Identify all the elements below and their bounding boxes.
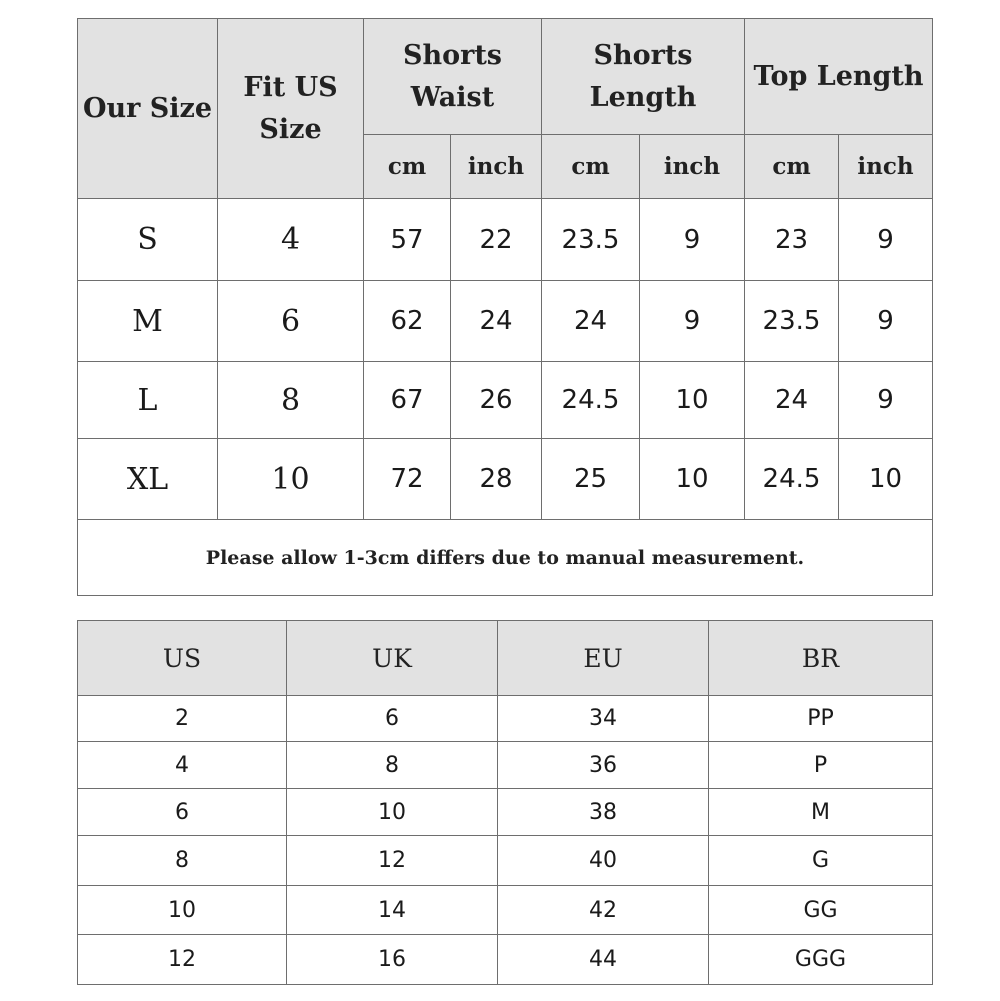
us-cell: 4 xyxy=(78,742,287,789)
br-cell: GGG xyxy=(709,935,933,985)
waist-inch-cell: 26 xyxy=(451,362,542,439)
top-length-cm-cell: 24.5 xyxy=(745,439,839,520)
size-chart-header-row xyxy=(78,19,933,135)
us-size-cell: 10 xyxy=(218,439,364,520)
header-shorts-waist: Shorts Waist xyxy=(364,19,542,135)
waist-cm-cell: 62 xyxy=(364,281,451,362)
br-cell: PP xyxy=(709,696,933,742)
header-eu: EU xyxy=(498,621,709,696)
top-length-inch-cell: 9 xyxy=(839,362,933,439)
header-br: BR xyxy=(709,621,933,696)
table-row xyxy=(78,281,933,362)
shorts-length-cm-cell: 25 xyxy=(542,439,640,520)
our-size-cell: M xyxy=(78,281,218,362)
us-cell: 2 xyxy=(78,696,287,742)
shorts-length-inch-cell: 9 xyxy=(640,199,745,281)
unit-inch: inch xyxy=(839,135,933,199)
uk-cell: 16 xyxy=(287,935,498,985)
br-cell: M xyxy=(709,789,933,836)
uk-cell: 14 xyxy=(287,886,498,935)
table-row xyxy=(78,696,933,742)
br-cell: GG xyxy=(709,886,933,935)
eu-cell: 40 xyxy=(498,836,709,886)
us-cell: 6 xyxy=(78,789,287,836)
header-fit-us-size: Fit US Size xyxy=(218,19,364,199)
us-cell: 12 xyxy=(78,935,287,985)
table-row xyxy=(78,789,933,836)
uk-cell: 6 xyxy=(287,696,498,742)
shorts-length-inch-cell: 10 xyxy=(640,439,745,520)
waist-inch-cell: 28 xyxy=(451,439,542,520)
uk-cell: 10 xyxy=(287,789,498,836)
uk-cell: 8 xyxy=(287,742,498,789)
eu-cell: 34 xyxy=(498,696,709,742)
table-row xyxy=(78,935,933,985)
br-cell: G xyxy=(709,836,933,886)
top-length-inch-cell: 9 xyxy=(839,281,933,362)
waist-cm-cell: 57 xyxy=(364,199,451,281)
our-size-cell: S xyxy=(78,199,218,281)
unit-cm: cm xyxy=(364,135,451,199)
top-length-cm-cell: 23 xyxy=(745,199,839,281)
unit-inch: inch xyxy=(451,135,542,199)
header-us: US xyxy=(78,621,287,696)
size-chart-table xyxy=(77,18,933,596)
table-row xyxy=(78,439,933,520)
conversion-header-row xyxy=(78,621,933,696)
our-size-cell: XL xyxy=(78,439,218,520)
us-size-cell: 4 xyxy=(218,199,364,281)
uk-cell: 12 xyxy=(287,836,498,886)
top-length-inch-cell: 9 xyxy=(839,199,933,281)
unit-cm: cm xyxy=(745,135,839,199)
table-row xyxy=(78,199,933,281)
waist-inch-cell: 22 xyxy=(451,199,542,281)
br-cell: P xyxy=(709,742,933,789)
unit-cm: cm xyxy=(542,135,640,199)
our-size-cell: L xyxy=(78,362,218,439)
unit-inch: inch xyxy=(640,135,745,199)
eu-cell: 38 xyxy=(498,789,709,836)
us-size-cell: 6 xyxy=(218,281,364,362)
shorts-length-cm-cell: 23.5 xyxy=(542,199,640,281)
shorts-length-cm-cell: 24.5 xyxy=(542,362,640,439)
us-cell: 8 xyxy=(78,836,287,886)
waist-cm-cell: 72 xyxy=(364,439,451,520)
note-row xyxy=(78,520,933,596)
header-uk: UK xyxy=(287,621,498,696)
table-row xyxy=(78,362,933,439)
shorts-length-inch-cell: 10 xyxy=(640,362,745,439)
table-row xyxy=(78,886,933,935)
us-cell: 10 xyxy=(78,886,287,935)
eu-cell: 36 xyxy=(498,742,709,789)
top-length-cm-cell: 23.5 xyxy=(745,281,839,362)
eu-cell: 42 xyxy=(498,886,709,935)
header-our-size: Our Size xyxy=(78,19,218,199)
waist-inch-cell: 24 xyxy=(451,281,542,362)
top-length-cm-cell: 24 xyxy=(745,362,839,439)
top-length-inch-cell: 10 xyxy=(839,439,933,520)
size-conversion-table xyxy=(77,620,933,985)
eu-cell: 44 xyxy=(498,935,709,985)
header-top-length: Top Length xyxy=(745,19,933,135)
measurement-note: Please allow 1-3cm differs due to manual measurement. xyxy=(78,520,933,596)
shorts-length-cm-cell: 24 xyxy=(542,281,640,362)
table-row xyxy=(78,836,933,886)
table-row xyxy=(78,742,933,789)
waist-cm-cell: 67 xyxy=(364,362,451,439)
us-size-cell: 8 xyxy=(218,362,364,439)
header-shorts-length: Shorts Length xyxy=(542,19,745,135)
shorts-length-inch-cell: 9 xyxy=(640,281,745,362)
